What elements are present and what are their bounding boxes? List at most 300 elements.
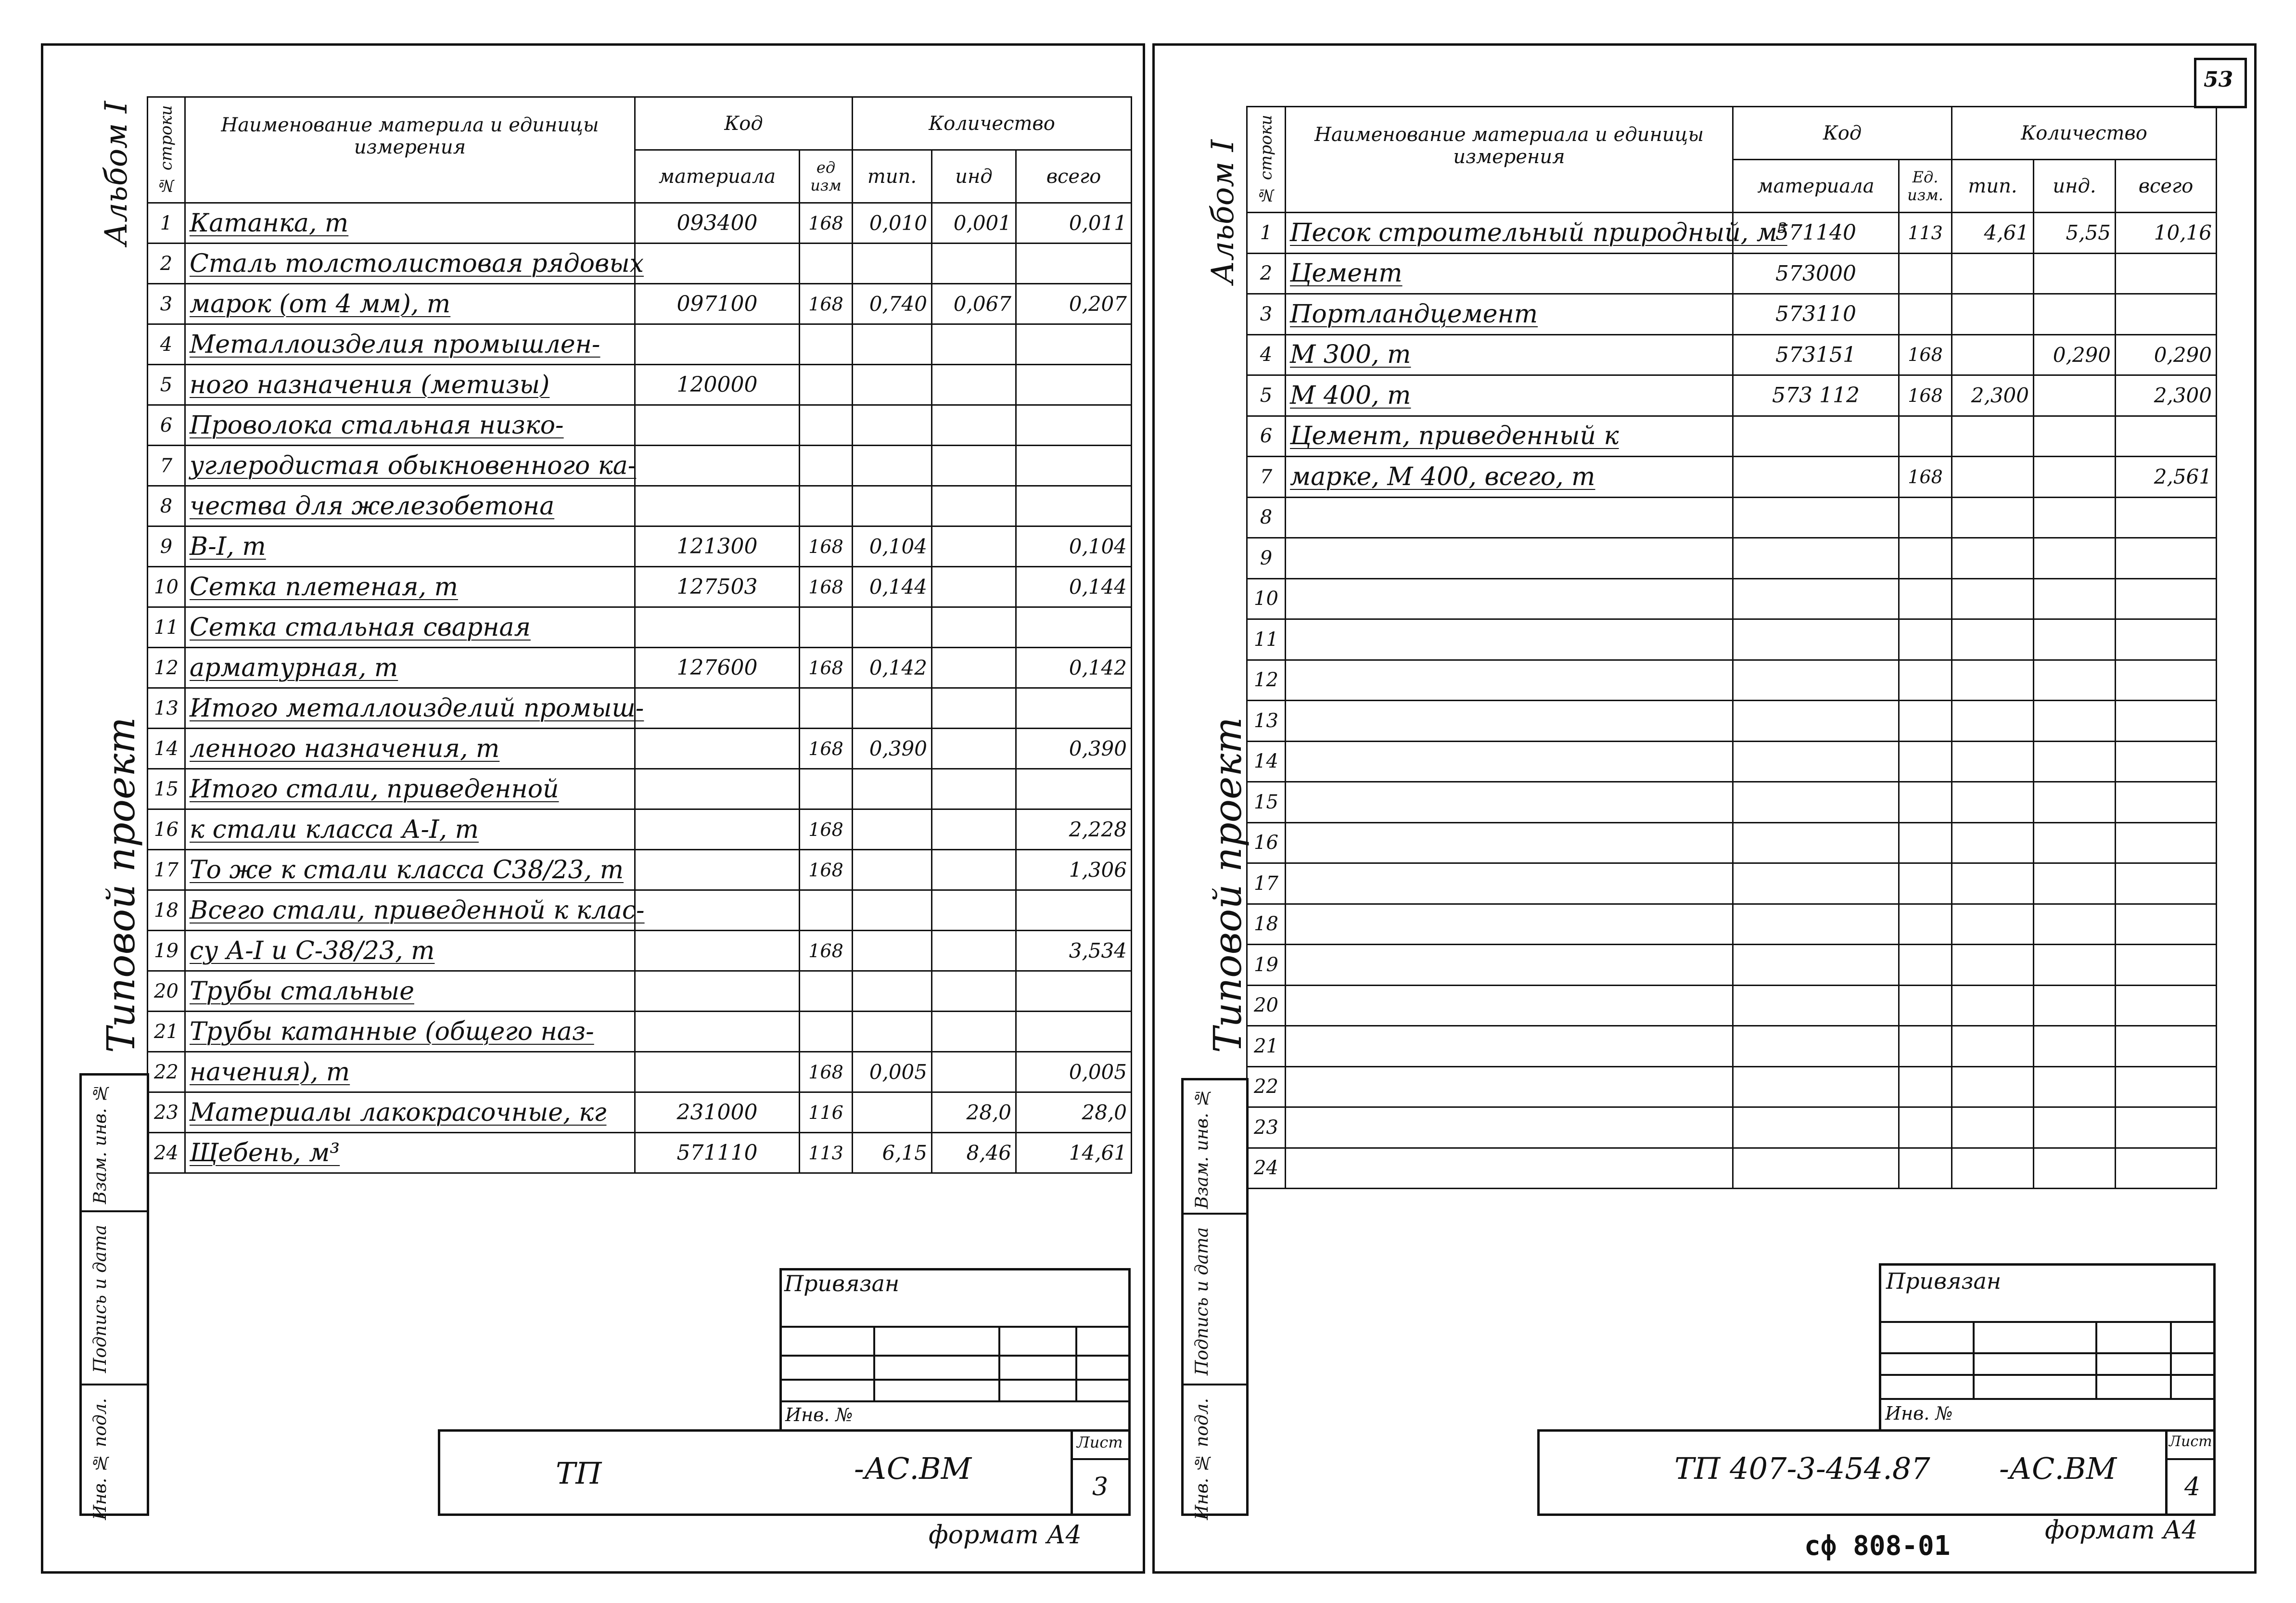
qty-individual	[2034, 701, 2116, 742]
table-row	[1247, 1066, 2217, 1107]
total-header: всего	[1016, 150, 1132, 203]
left-stamp-hline	[779, 1400, 1131, 1402]
material-code	[635, 324, 800, 365]
right-extra-code: сф 808-01	[1804, 1530, 1951, 1562]
material-code	[635, 446, 800, 486]
qty-typical	[1952, 253, 2034, 294]
table-row	[148, 931, 1132, 971]
unit-code	[800, 324, 853, 365]
right-doc-code: ТП 407-3-454.87	[1674, 1451, 1930, 1486]
material-code: 573 112	[1733, 375, 1899, 416]
table-row	[148, 1133, 1132, 1173]
row-number: 1	[1247, 213, 1286, 254]
left-project-label: Типовой проект	[99, 717, 143, 1053]
qty-individual	[932, 486, 1016, 526]
qty-individual	[2034, 375, 2116, 416]
qty-total: 2,228	[1016, 809, 1132, 850]
material-code	[1733, 1026, 1899, 1067]
unit-code	[1899, 945, 1952, 986]
unit-code	[800, 769, 853, 809]
code-unit-header: ед изм	[800, 150, 853, 203]
stamp-field-replace: Взам. инв. №	[90, 1083, 110, 1205]
row-number: 20	[148, 971, 185, 1012]
qty-total	[2116, 741, 2217, 782]
qty-individual	[2034, 660, 2116, 701]
table-row	[148, 769, 1132, 809]
row-number: 6	[1247, 416, 1286, 457]
qty-individual	[2034, 782, 2116, 823]
right-materials-table	[1246, 106, 2217, 1189]
material-name	[1286, 1148, 1733, 1189]
table-row	[1247, 375, 2217, 416]
row-number: 16	[148, 809, 185, 850]
qty-typical	[1952, 822, 2034, 863]
material-code: 097100	[635, 284, 800, 324]
material-name	[1286, 985, 1733, 1026]
qty-typical	[1952, 334, 2034, 375]
table-row	[1247, 1148, 2217, 1189]
material-name	[1286, 701, 1733, 742]
table-row	[1247, 457, 2217, 498]
left-doc-suffix: -АС.ВМ	[854, 1451, 972, 1486]
unit-code	[1899, 416, 1952, 457]
table-row	[148, 648, 1132, 688]
row-number: 5	[1247, 375, 1286, 416]
unit-code	[1899, 253, 1952, 294]
material-code	[1733, 904, 1899, 945]
qty-total: 0,144	[1016, 567, 1132, 607]
quantity-header: Количество	[853, 97, 1132, 150]
unit-code	[1899, 822, 1952, 863]
row-number: 22	[148, 1052, 185, 1092]
row-number: 13	[148, 688, 185, 729]
table-row	[1247, 945, 2217, 986]
table-row	[148, 890, 1132, 931]
ind-header: инд.	[2034, 160, 2116, 213]
qty-individual	[932, 769, 1016, 809]
qty-typical	[1952, 416, 2034, 457]
row-number: 22	[1247, 1066, 1286, 1107]
qty-typical	[1952, 1148, 2034, 1189]
unit-code: 168	[800, 809, 853, 850]
stamp-field-signature: Подпись и дата	[1192, 1227, 1212, 1375]
qty-individual	[932, 244, 1016, 284]
unit-code	[800, 405, 853, 446]
qty-typical	[1952, 578, 2034, 619]
qty-individual	[2034, 1107, 2116, 1148]
table-row	[1247, 660, 2217, 701]
table-row	[148, 203, 1132, 244]
table-row	[148, 729, 1132, 769]
row-number: 10	[148, 567, 185, 607]
qty-total: 14,61	[1016, 1133, 1132, 1173]
material-name: Сетка плетеная, т	[185, 567, 635, 607]
qty-individual	[932, 850, 1016, 890]
material-code	[635, 850, 800, 890]
material-code: 573151	[1733, 334, 1899, 375]
table-row	[1247, 253, 2217, 294]
material-name	[1286, 1107, 1733, 1148]
code-header: Код	[635, 97, 853, 150]
qty-individual: 5,55	[2034, 213, 2116, 254]
row-number: 17	[148, 850, 185, 890]
qty-typical: 0,104	[853, 526, 932, 567]
material-code	[635, 729, 800, 769]
table-row	[148, 809, 1132, 850]
qty-total	[2116, 945, 2217, 986]
row-number: 7	[1247, 457, 1286, 498]
qty-typical	[853, 971, 932, 1012]
unit-code	[800, 244, 853, 284]
qty-individual	[932, 931, 1016, 971]
qty-total: 0,290	[2116, 334, 2217, 375]
material-code: 573000	[1733, 253, 1899, 294]
material-code	[635, 809, 800, 850]
qty-total: 10,16	[2116, 213, 2217, 254]
unit-code	[1899, 619, 1952, 660]
material-code	[1733, 945, 1899, 986]
qty-typical	[853, 931, 932, 971]
material-name	[1286, 497, 1733, 538]
unit-code: 168	[1899, 375, 1952, 416]
table-row	[1247, 416, 2217, 457]
table-row	[1247, 213, 2217, 254]
page-number: 53	[2204, 67, 2233, 92]
qty-total	[2116, 294, 2217, 335]
qty-total	[1016, 324, 1132, 365]
material-code	[635, 688, 800, 729]
qty-total	[1016, 365, 1132, 405]
right-stamp-vline	[2170, 1321, 2172, 1398]
qty-individual	[2034, 1026, 2116, 1067]
material-name: марке, М 400, всего, т	[1286, 457, 1733, 498]
material-code: 127503	[635, 567, 800, 607]
material-name: Песок строительный природный, м³	[1286, 213, 1733, 254]
qty-typical	[853, 1012, 932, 1052]
qty-individual: 0,001	[932, 203, 1016, 244]
row-number: 18	[148, 890, 185, 931]
material-name: арматурная, т	[185, 648, 635, 688]
qty-typical	[1952, 904, 2034, 945]
material-name: Катанка, т	[185, 203, 635, 244]
right-list-label: Лист	[2169, 1433, 2212, 1450]
material-name	[1286, 660, 1733, 701]
material-code: 231000	[635, 1092, 800, 1133]
qty-total	[2116, 497, 2217, 538]
qty-total: 0,142	[1016, 648, 1132, 688]
row-number: 21	[1247, 1026, 1286, 1067]
left-title-vline	[1071, 1429, 1073, 1516]
table-row	[148, 1012, 1132, 1052]
unit-code: 113	[800, 1133, 853, 1173]
stamp-field-signature: Подпись и дата	[90, 1225, 110, 1373]
right-format-label: формат А4	[2045, 1516, 2198, 1545]
left-stamp-strip	[79, 1073, 149, 1520]
material-code	[1733, 1148, 1899, 1189]
row-number: 14	[148, 729, 185, 769]
typ-header: тип.	[1952, 160, 2034, 213]
left-stamp-hline	[779, 1355, 1131, 1357]
material-name: Сетка стальная сварная	[185, 607, 635, 648]
unit-code	[1899, 294, 1952, 335]
qty-total: 2,300	[2116, 375, 2217, 416]
row-number: 13	[1247, 701, 1286, 742]
material-code	[1733, 822, 1899, 863]
unit-code	[1899, 985, 1952, 1026]
qty-individual	[2034, 294, 2116, 335]
qty-total	[2116, 1107, 2217, 1148]
row-number: 7	[148, 446, 185, 486]
row-number: 2	[148, 244, 185, 284]
table-row	[1247, 985, 2217, 1026]
qty-total: 3,534	[1016, 931, 1132, 971]
row-number: 10	[1247, 578, 1286, 619]
row-number: 5	[148, 365, 185, 405]
row-number: 8	[148, 486, 185, 526]
material-name: су А-I и С-38/23, т	[185, 931, 635, 971]
unit-code	[1899, 497, 1952, 538]
row-number: 18	[1247, 904, 1286, 945]
qty-total: 28,0	[1016, 1092, 1132, 1133]
material-name: ленного назначения, т	[185, 729, 635, 769]
qty-individual	[932, 567, 1016, 607]
unit-code	[1899, 1066, 1952, 1107]
material-name: Цемент	[1286, 253, 1733, 294]
material-code	[635, 405, 800, 446]
left-title-hline	[1071, 1458, 1131, 1460]
unit-code: 168	[800, 1052, 853, 1092]
unit-code	[1899, 904, 1952, 945]
qty-typical	[853, 890, 932, 931]
qty-total	[2116, 985, 2217, 1026]
qty-typical	[1952, 660, 2034, 701]
material-name: начения), т	[185, 1052, 635, 1092]
qty-typical	[853, 324, 932, 365]
material-code	[1733, 985, 1899, 1026]
unit-code	[1899, 578, 1952, 619]
material-code	[1733, 782, 1899, 823]
qty-individual	[2034, 497, 2116, 538]
material-code	[635, 971, 800, 1012]
code-material-header: материала	[635, 150, 800, 203]
left-privyazan-label: Привязан	[784, 1270, 900, 1296]
unit-code	[1899, 701, 1952, 742]
row-no-header: № строки	[1247, 107, 1286, 213]
unit-code: 168	[800, 203, 853, 244]
table-row	[148, 486, 1132, 526]
qty-total	[2116, 578, 2217, 619]
left-materials-table	[147, 96, 1132, 1174]
row-no-header: № строки	[148, 97, 185, 203]
qty-total	[1016, 486, 1132, 526]
left-stamp-hline	[779, 1379, 1131, 1381]
material-name	[1286, 1026, 1733, 1067]
qty-total	[1016, 688, 1132, 729]
material-name: Проволока стальная низко-	[185, 405, 635, 446]
left-format-label: формат А4	[929, 1521, 1082, 1550]
left-stamp-hline	[779, 1326, 1131, 1328]
material-code	[1733, 1066, 1899, 1107]
qty-individual	[2034, 1066, 2116, 1107]
row-number: 20	[1247, 985, 1286, 1026]
material-name: В-I, т	[185, 526, 635, 567]
row-number: 3	[148, 284, 185, 324]
qty-individual	[932, 729, 1016, 769]
qty-total	[1016, 769, 1132, 809]
row-number: 23	[148, 1092, 185, 1133]
table-row	[148, 688, 1132, 729]
material-code	[1733, 538, 1899, 579]
material-name: Итого металлоизделий промыш-	[185, 688, 635, 729]
table-row	[148, 850, 1132, 890]
row-number: 8	[1247, 497, 1286, 538]
right-doc-suffix: -АС.ВМ	[1999, 1451, 2117, 1486]
right-project-label: Типовой проект	[1205, 717, 1250, 1053]
qty-individual	[932, 971, 1016, 1012]
right-stamp-hline	[1879, 1352, 2216, 1354]
qty-individual	[2034, 619, 2116, 660]
material-name: Цемент, приведенный к	[1286, 416, 1733, 457]
qty-typical	[1952, 619, 2034, 660]
table-row	[1247, 863, 2217, 904]
qty-individual: 8,46	[932, 1133, 1016, 1173]
qty-individual	[2034, 863, 2116, 904]
qty-typical: 2,300	[1952, 375, 2034, 416]
qty-individual	[2034, 945, 2116, 986]
qty-individual	[2034, 741, 2116, 782]
material-name: М 300, т	[1286, 334, 1733, 375]
qty-total	[1016, 1012, 1132, 1052]
qty-individual	[932, 648, 1016, 688]
qty-individual	[2034, 253, 2116, 294]
row-number: 16	[1247, 822, 1286, 863]
qty-total	[2116, 1148, 2217, 1189]
qty-typical	[853, 405, 932, 446]
left-inv-label: Инв. №	[785, 1404, 853, 1425]
material-code	[1733, 416, 1899, 457]
material-name: Щебень, м³	[185, 1133, 635, 1173]
qty-individual	[2034, 457, 2116, 498]
qty-individual	[2034, 416, 2116, 457]
material-code	[635, 1052, 800, 1092]
table-row	[148, 1092, 1132, 1133]
unit-code: 168	[800, 648, 853, 688]
qty-typical	[853, 244, 932, 284]
material-name: ного назначения (метизы)	[185, 365, 635, 405]
unit-code: 116	[800, 1092, 853, 1133]
quantity-header: Количество	[1952, 107, 2217, 160]
qty-total	[1016, 890, 1132, 931]
row-number: 2	[1247, 253, 1286, 294]
unit-code	[1899, 782, 1952, 823]
qty-individual: 0,290	[2034, 334, 2116, 375]
qty-typical	[853, 365, 932, 405]
row-number: 15	[1247, 782, 1286, 823]
unit-code	[1899, 1026, 1952, 1067]
table-row	[1247, 1026, 2217, 1067]
table-row	[148, 446, 1132, 486]
qty-typical	[853, 607, 932, 648]
qty-typical	[853, 809, 932, 850]
unit-code	[1899, 741, 1952, 782]
table-row	[148, 1052, 1132, 1092]
qty-typical	[1952, 538, 2034, 579]
material-code: 571110	[635, 1133, 800, 1173]
right-inv-label: Инв. №	[1885, 1403, 1953, 1424]
qty-individual	[932, 1012, 1016, 1052]
row-number: 6	[148, 405, 185, 446]
row-number: 12	[148, 648, 185, 688]
qty-typical: 0,005	[853, 1052, 932, 1092]
row-number: 24	[148, 1133, 185, 1173]
row-number: 17	[1247, 863, 1286, 904]
unit-code: 168	[800, 567, 853, 607]
table-row	[148, 244, 1132, 284]
row-number: 14	[1247, 741, 1286, 782]
table-row	[1247, 741, 2217, 782]
qty-total	[1016, 607, 1132, 648]
row-number: 9	[148, 526, 185, 567]
qty-individual	[932, 1052, 1016, 1092]
table-row	[148, 284, 1132, 324]
qty-total: 0,390	[1016, 729, 1132, 769]
left-stamp-vline	[873, 1326, 875, 1400]
material-code	[1733, 457, 1899, 498]
qty-typical: 0,142	[853, 648, 932, 688]
name-header: Наименование материала и единицы измерения	[1286, 107, 1733, 213]
right-list-number: 4	[2184, 1473, 2201, 1501]
qty-typical	[853, 446, 932, 486]
qty-individual	[2034, 1148, 2116, 1189]
unit-code	[800, 607, 853, 648]
material-code: 571140	[1733, 213, 1899, 254]
material-name	[1286, 619, 1733, 660]
unit-code: 168	[1899, 457, 1952, 498]
table-row	[1247, 904, 2217, 945]
unit-code	[800, 688, 853, 729]
table-row	[148, 971, 1132, 1012]
material-name: Сталь толстолистовая рядовых	[185, 244, 635, 284]
qty-total	[1016, 244, 1132, 284]
row-number: 1	[148, 203, 185, 244]
qty-total: 0,005	[1016, 1052, 1132, 1092]
unit-code	[1899, 1148, 1952, 1189]
qty-typical	[1952, 1026, 2034, 1067]
stamp-field-inv: Инв. № подл.	[90, 1398, 110, 1520]
material-code	[1733, 701, 1899, 742]
code-material-header: материала	[1733, 160, 1899, 213]
qty-typical	[1952, 782, 2034, 823]
material-name: Металлоизделия промышлен-	[185, 324, 635, 365]
material-code: 093400	[635, 203, 800, 244]
table-row	[1247, 701, 2217, 742]
row-number: 15	[148, 769, 185, 809]
unit-code: 168	[800, 526, 853, 567]
material-name	[1286, 822, 1733, 863]
unit-code	[800, 890, 853, 931]
qty-total: 1,306	[1016, 850, 1132, 890]
material-code	[635, 890, 800, 931]
table-row	[148, 526, 1132, 567]
qty-individual	[2034, 822, 2116, 863]
qty-total	[2116, 822, 2217, 863]
table-row	[148, 405, 1132, 446]
material-name: Трубы стальные	[185, 971, 635, 1012]
qty-individual	[932, 446, 1016, 486]
material-name: М 400, т	[1286, 375, 1733, 416]
qty-individual: 28,0	[932, 1092, 1016, 1133]
qty-typical: 0,740	[853, 284, 932, 324]
